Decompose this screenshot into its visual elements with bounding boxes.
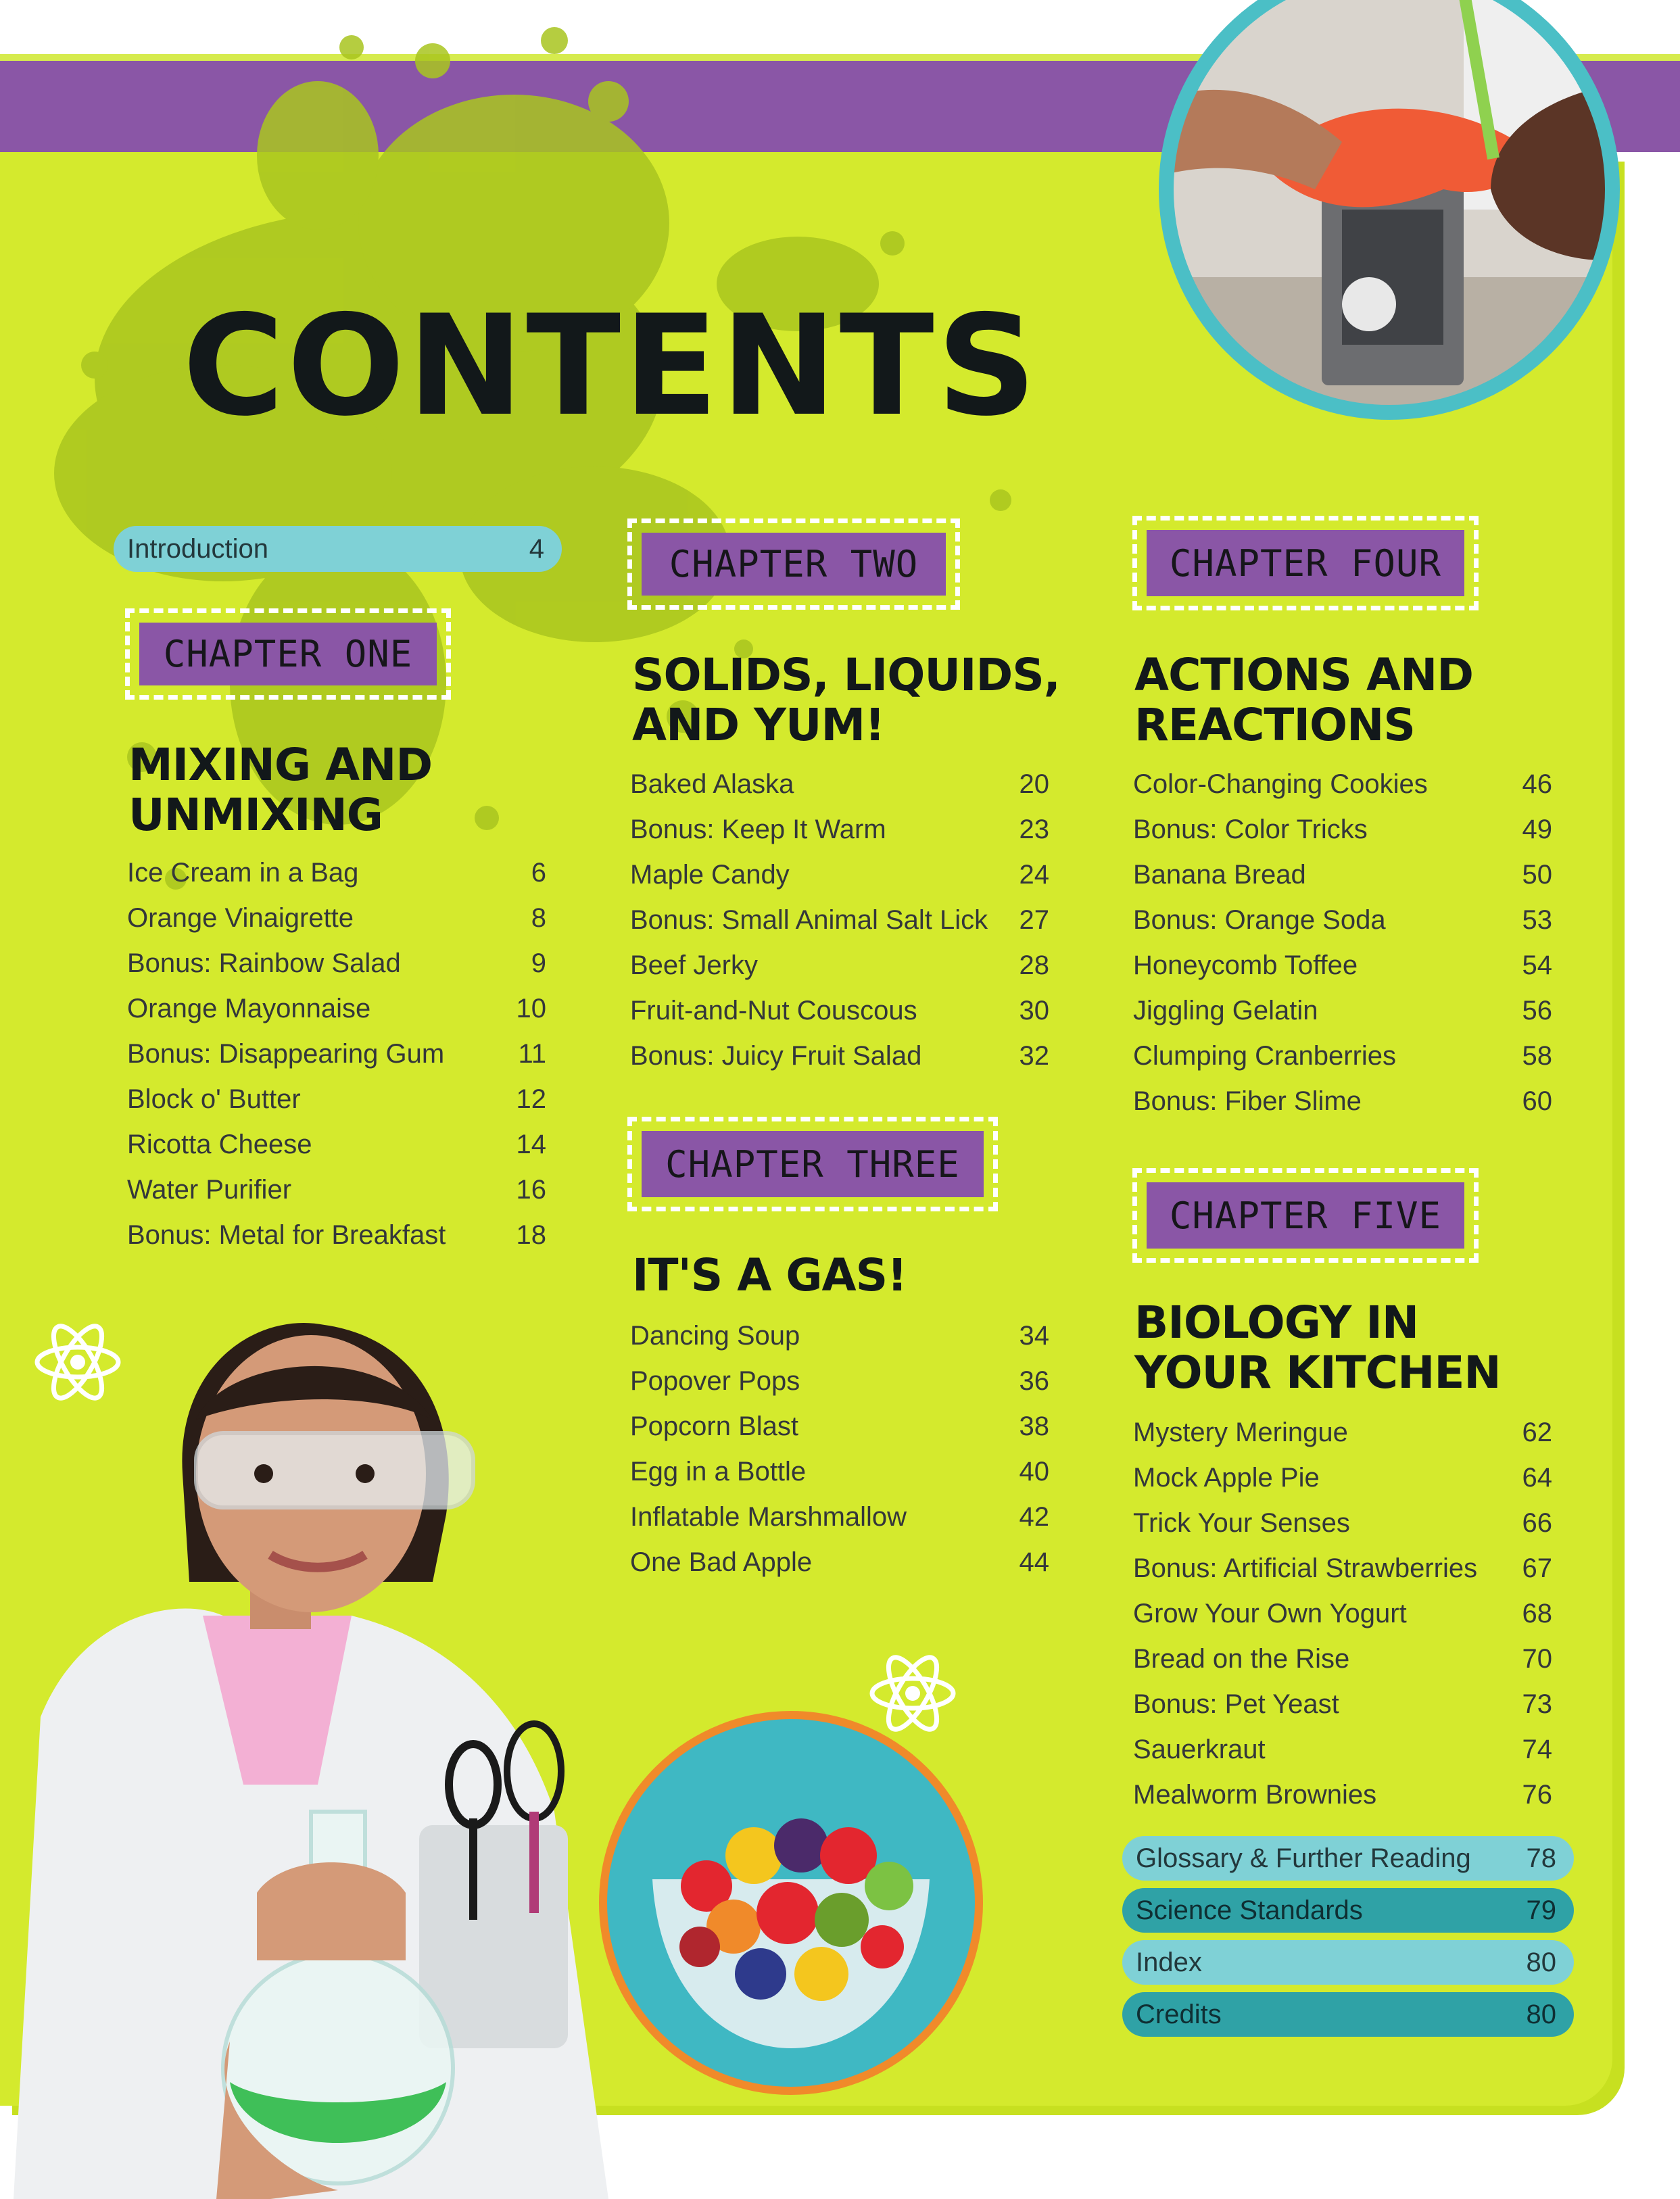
entry-page: 28 <box>1019 950 1049 980</box>
entry-title: Orange Vinaigrette <box>127 903 354 933</box>
chapter-three-tag <box>627 1117 998 1211</box>
back-matter-index[interactable] <box>1122 1940 1574 1985</box>
chapter-two-list <box>630 762 1049 1079</box>
toc-entry[interactable] <box>127 941 546 986</box>
entry-page: 67 <box>1522 1553 1552 1583</box>
back-matter-glossary[interactable] <box>1122 1836 1574 1881</box>
toc-entry[interactable] <box>127 1032 546 1077</box>
chapter-five-label: CHAPTER FIVE <box>1147 1182 1464 1249</box>
toc-entry[interactable] <box>1133 762 1552 807</box>
entry-page: 73 <box>1522 1689 1552 1719</box>
intro-page: 4 <box>529 533 544 564</box>
chapter-three-heading-line1: IT'S A GAS! <box>632 1249 907 1301</box>
entry-title: Bonus: Orange Soda <box>1133 905 1386 935</box>
entry-page: 27 <box>1019 905 1049 935</box>
entry-title: Mystery Meringue <box>1133 1418 1348 1447</box>
entry-title: Honeycomb Toffee <box>1133 950 1358 980</box>
toc-entry[interactable] <box>630 898 1049 943</box>
toc-entry[interactable] <box>1133 1501 1552 1546</box>
chapter-four-label: CHAPTER FOUR <box>1147 530 1464 596</box>
chapter-five-heading-line1: BIOLOGY IN <box>1134 1297 1419 1349</box>
entry-title: Water Purifier <box>127 1175 292 1205</box>
entry-title: Baked Alaska <box>630 769 794 799</box>
chapter-five-list <box>1133 1410 1552 1818</box>
back-matter-page: 78 <box>1526 1843 1556 1873</box>
entry-page: 30 <box>1019 996 1049 1025</box>
toc-entry[interactable] <box>1133 1079 1552 1124</box>
chapter-two-heading-line1: SOLIDS, LIQUIDS, <box>632 649 1060 701</box>
entry-title: Dancing Soup <box>630 1321 800 1351</box>
fruit-salad-photo <box>598 1710 984 2096</box>
chapter-one-heading <box>128 740 432 840</box>
entry-title: Trick Your Senses <box>1133 1508 1350 1538</box>
entry-page: 12 <box>516 1084 546 1114</box>
toc-entry[interactable] <box>127 1122 546 1167</box>
entry-page: 11 <box>518 1039 546 1069</box>
entry-title: Bonus: Disappearing Gum <box>127 1039 445 1069</box>
chapter-three-list <box>630 1313 1049 1585</box>
entry-page: 23 <box>1019 815 1049 844</box>
entry-title: Bonus: Small Animal Salt Lick <box>630 905 988 935</box>
entry-title: Ricotta Cheese <box>127 1130 312 1159</box>
toc-entry[interactable] <box>630 1404 1049 1449</box>
chapter-one-label: CHAPTER ONE <box>139 623 437 685</box>
entry-page: 58 <box>1522 1041 1552 1071</box>
entry-title: Grow Your Own Yogurt <box>1133 1599 1407 1628</box>
entry-page: 54 <box>1522 950 1552 980</box>
entry-title: Bonus: Color Tricks <box>1133 815 1368 844</box>
toc-entry[interactable] <box>1133 1682 1552 1727</box>
entry-title: Color-Changing Cookies <box>1133 769 1428 799</box>
entry-title: Inflatable Marshmallow <box>630 1502 907 1532</box>
toc-entry[interactable] <box>630 1449 1049 1495</box>
toc-entry[interactable] <box>1133 1455 1552 1501</box>
chapter-two-tag <box>627 518 960 610</box>
chapter-one-tag <box>125 608 451 700</box>
entry-title: Bread on the Rise <box>1133 1644 1350 1674</box>
entry-page: 50 <box>1522 860 1552 890</box>
toc-entry[interactable] <box>127 1213 546 1258</box>
entry-page: 20 <box>1019 769 1049 799</box>
toc-entry[interactable] <box>1133 1034 1552 1079</box>
toc-entry[interactable] <box>1133 807 1552 852</box>
entry-title: Egg in a Bottle <box>630 1457 807 1487</box>
entry-page: 53 <box>1522 905 1552 935</box>
entry-page: 74 <box>1522 1735 1552 1764</box>
toc-entry[interactable] <box>630 762 1049 807</box>
entry-page: 16 <box>516 1175 546 1205</box>
entry-title: Mock Apple Pie <box>1133 1463 1320 1493</box>
entry-page: 10 <box>516 994 546 1023</box>
entry-title: Maple Candy <box>630 860 790 890</box>
entry-page: 66 <box>1522 1508 1552 1538</box>
toc-entry[interactable] <box>630 807 1049 852</box>
entry-title: Bonus: Juicy Fruit Salad <box>630 1041 922 1071</box>
toc-entry[interactable] <box>630 1313 1049 1359</box>
entry-title: Clumping Cranberries <box>1133 1041 1397 1071</box>
entry-title: Sauerkraut <box>1133 1735 1266 1764</box>
entry-page: 38 <box>1019 1411 1049 1441</box>
entry-page: 8 <box>531 903 546 933</box>
chapter-one-list <box>127 850 546 1258</box>
entry-title: Mealworm Brownies <box>1133 1780 1377 1810</box>
dough-jar-photo <box>1139 0 1639 460</box>
toc-entry[interactable] <box>127 896 546 941</box>
entry-title: Ice Cream in a Bag <box>127 858 359 888</box>
chapter-four-heading-line1: ACTIONS AND <box>1134 649 1474 701</box>
toc-entry[interactable] <box>1133 1546 1552 1591</box>
entry-title: Bonus: Pet Yeast <box>1133 1689 1339 1719</box>
page-title: CONTENTS <box>183 286 1040 447</box>
entry-page: 64 <box>1522 1463 1552 1493</box>
chapter-five-heading-line2: YOUR KITCHEN <box>1134 1347 1501 1399</box>
chapter-four-heading <box>1134 650 1473 750</box>
entry-title: Bonus: Artificial Strawberries <box>1133 1553 1478 1583</box>
toc-entry[interactable] <box>127 1077 546 1122</box>
back-matter-page: 79 <box>1526 1895 1556 1925</box>
back-matter-label: Index <box>1136 1947 1202 1977</box>
entry-page: 60 <box>1522 1086 1552 1116</box>
entry-page: 40 <box>1019 1457 1049 1487</box>
entry-page: 18 <box>516 1220 546 1250</box>
chapter-one-heading-line1: MIXING AND <box>128 739 433 791</box>
entry-page: 36 <box>1019 1366 1049 1396</box>
chapter-two-heading-line2: AND YUM! <box>632 699 885 751</box>
entry-title: Popover Pops <box>630 1366 800 1396</box>
entry-page: 68 <box>1522 1599 1552 1628</box>
toc-entry[interactable] <box>127 1167 546 1213</box>
back-matter-science-standards[interactable] <box>1122 1888 1574 1933</box>
chapter-four-list <box>1133 762 1552 1124</box>
entry-title: Beef Jerky <box>630 950 758 980</box>
chapter-five-tag <box>1132 1168 1479 1263</box>
entry-page: 14 <box>516 1130 546 1159</box>
entry-title: Block o' Butter <box>127 1084 301 1114</box>
entry-page: 42 <box>1019 1502 1049 1532</box>
chapter-two-heading <box>632 650 1060 750</box>
entry-page: 9 <box>531 948 546 978</box>
toc-entry[interactable] <box>630 1034 1049 1079</box>
intro-label: Introduction <box>127 533 269 564</box>
toc-entry[interactable] <box>127 850 546 896</box>
entry-title: Orange Mayonnaise <box>127 994 371 1023</box>
entry-page: 49 <box>1522 815 1552 844</box>
toc-entry[interactable] <box>1133 1772 1552 1818</box>
toc-entry[interactable] <box>1133 852 1552 898</box>
chapter-three-label: CHAPTER THREE <box>642 1131 984 1197</box>
back-matter-label: Glossary & Further Reading <box>1136 1843 1471 1873</box>
toc-entry[interactable] <box>1133 1591 1552 1637</box>
entry-page: 24 <box>1019 860 1049 890</box>
intro-entry[interactable] <box>114 526 562 572</box>
toc-entry[interactable] <box>630 943 1049 988</box>
toc-entry[interactable] <box>1133 1727 1552 1772</box>
toc-entry[interactable] <box>1133 1410 1552 1455</box>
toc-entry[interactable] <box>1133 898 1552 943</box>
toc-entry[interactable] <box>1133 1637 1552 1682</box>
entry-page: 76 <box>1522 1780 1552 1810</box>
back-matter-label: Credits <box>1136 1999 1222 2029</box>
toc-entry[interactable] <box>127 986 546 1032</box>
back-matter-credits[interactable] <box>1122 1992 1574 2037</box>
chapter-two-label: CHAPTER TWO <box>642 533 946 596</box>
entry-page: 70 <box>1522 1644 1552 1674</box>
entry-title: Bonus: Metal for Breakfast <box>127 1220 446 1250</box>
entry-title: Bonus: Fiber Slime <box>1133 1086 1362 1116</box>
toc-entry[interactable] <box>630 852 1049 898</box>
entry-title: Jiggling Gelatin <box>1133 996 1318 1025</box>
toc-entry[interactable] <box>1133 943 1552 988</box>
entry-page: 34 <box>1019 1321 1049 1351</box>
entry-page: 6 <box>531 858 546 888</box>
chapter-five-heading <box>1134 1298 1501 1398</box>
entry-title: Fruit-and-Nut Couscous <box>630 996 917 1025</box>
toc-entry[interactable] <box>630 988 1049 1034</box>
entry-title: Banana Bread <box>1133 860 1306 890</box>
entry-page: 56 <box>1522 996 1552 1025</box>
toc-entry[interactable] <box>630 1359 1049 1404</box>
chapter-three-heading <box>632 1251 907 1301</box>
entry-title: Bonus: Keep It Warm <box>630 815 886 844</box>
entry-title: Bonus: Rainbow Salad <box>127 948 401 978</box>
entry-title: One Bad Apple <box>630 1547 813 1577</box>
chapter-four-tag <box>1132 516 1479 610</box>
entry-page: 62 <box>1522 1418 1552 1447</box>
chapter-one-heading-line2: UNMIXING <box>128 789 383 841</box>
toc-entry[interactable] <box>630 1540 1049 1585</box>
back-matter-page: 80 <box>1526 1999 1556 2029</box>
toc-entry[interactable] <box>630 1495 1049 1540</box>
chapter-four-heading-line2: REACTIONS <box>1134 699 1415 751</box>
girl-scientist-photo <box>0 1298 663 2199</box>
back-matter-label: Science Standards <box>1136 1895 1363 1925</box>
back-matter-page: 80 <box>1526 1947 1556 1977</box>
entry-page: 32 <box>1019 1041 1049 1071</box>
entry-page: 46 <box>1522 769 1552 799</box>
entry-page: 44 <box>1019 1547 1049 1577</box>
entry-title: Popcorn Blast <box>630 1411 799 1441</box>
toc-entry[interactable] <box>1133 988 1552 1034</box>
